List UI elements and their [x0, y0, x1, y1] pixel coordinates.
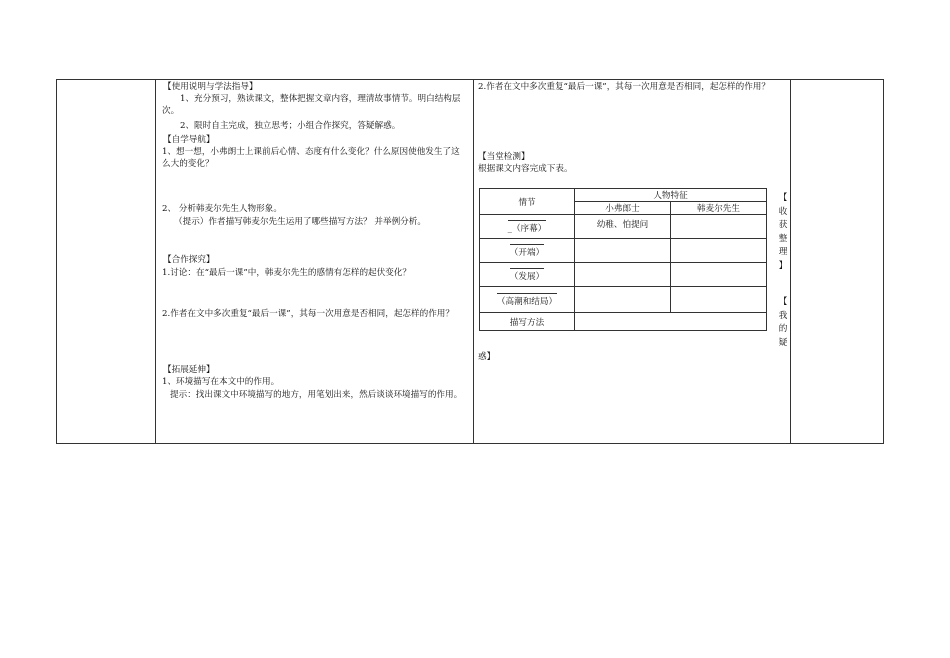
row-label-prologue: _（序幕）: [480, 215, 575, 239]
cell-franz-prologue[interactable]: 幼稚、怕提问: [575, 215, 671, 239]
study-guide-column: [156, 80, 474, 444]
my-doubts-tail: 惑】: [478, 352, 496, 362]
right-question-2: 2.作者在文中多次重复“最后一课”，其每一次用意是否相同，起怎样的作用？: [478, 82, 770, 92]
extension-heading: 【拓展延伸】: [163, 365, 215, 375]
cell-franz-development[interactable]: [575, 263, 671, 287]
cooperation-question-2: 2.作者在文中多次重复“最后一课”，其每一次用意是否相同，起怎样的作用？: [162, 309, 454, 319]
row-label-climax: （高潮和结局）: [480, 287, 575, 313]
cell-hamel-opening[interactable]: [671, 239, 767, 263]
header-hamel: 韩麦尔先生: [671, 202, 767, 215]
cell-franz-opening[interactable]: [575, 239, 671, 263]
cell-franz-climax[interactable]: [575, 287, 671, 313]
classroom-check-heading: 【当堂检测】: [478, 152, 530, 162]
usage-item-2: 2、限时自主完成，独立思考；小组合作探究，答疑解惑。: [180, 121, 401, 131]
header-plot: 情节: [480, 189, 575, 215]
row-label-method: 描写方法: [480, 313, 575, 331]
cell-method[interactable]: [575, 313, 767, 331]
self-study-heading: 【自学导航】: [163, 135, 215, 145]
extension-hint: 提示：找出课文中环境描写的地方，用笔划出来，然后谈谈环境描写的作用。: [170, 390, 463, 400]
cell-hamel-development[interactable]: [671, 263, 767, 287]
practice-column: [474, 80, 791, 444]
row-label-development: （发展）: [480, 263, 575, 287]
cooperation-question-1: 1.讨论：在“最后一课”中，韩麦尔先生的感情有怎样的起伏变化？: [162, 268, 412, 278]
harvest-summary-label: 【 收 获 整 理 】: [778, 193, 788, 271]
self-study-question-1: 1、想一想，小弗朗士上课前后心情、态度有什么变化？什么原因使他发生了这么大的变化？: [162, 147, 460, 169]
self-study-question-2: 2、 分析韩麦尔先生人物形象。: [162, 204, 282, 214]
blank-column-left: [57, 80, 156, 444]
blank-column-right: [791, 80, 884, 444]
header-franz: 小弗郎士: [575, 202, 671, 215]
usage-heading: 【使用说明与学法指导】: [163, 82, 258, 92]
classroom-check-instruction: 根据课文内容完成下表。: [478, 164, 573, 174]
cell-hamel-climax[interactable]: [671, 287, 767, 313]
plot-character-table: [479, 188, 767, 331]
my-doubts-label: 【 我 的 疑: [778, 297, 788, 348]
usage-item-1: 1、充分预习，熟读课文，整体把握文章内容，理清故事情节。明白结构层次。: [162, 94, 461, 116]
self-study-hint: （提示）作者描写韩麦尔先生运用了哪些描写方法？ 并举例分析。: [174, 217, 426, 227]
cooperation-heading: 【合作探究】: [163, 255, 215, 265]
worksheet-table: [56, 79, 884, 444]
header-traits: 人物特征: [575, 189, 767, 202]
extension-question-1: 1、环境描写在本文中的作用。: [162, 377, 280, 387]
cell-hamel-prologue[interactable]: [671, 215, 767, 239]
row-label-opening: （开端）: [480, 239, 575, 263]
